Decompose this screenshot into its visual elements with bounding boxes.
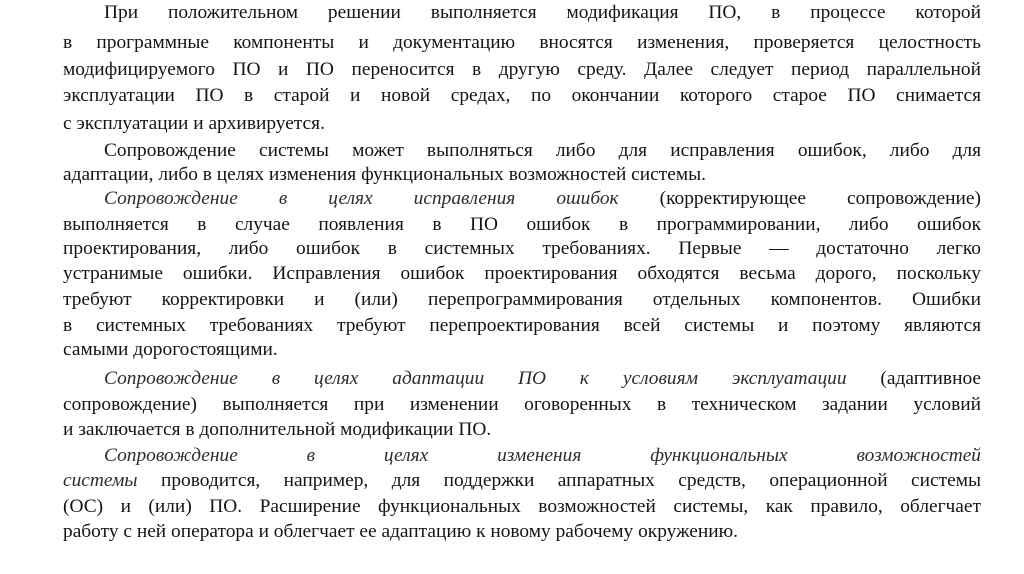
paragraph-5-line-4: работу с ней оператора и облегчает ее адаптацию к новому рабочему окружению. [63,521,738,542]
paragraph-1-line-1: При положительном решении выполняется модификация ПО, в процессе которой [104,2,981,23]
paragraph-5-line-1: Сопровождение в целях изменения функциональных возможностей [104,445,981,466]
paragraph-1-line-2: в программные компоненты и документацию вносятся изменения, проверяется целостность [63,32,981,53]
paragraph-4-line-1 [104,367,981,391]
paragraph-3-lead-rest: (корректирующее сопровождение) [618,188,981,209]
paragraph-4-line-2: сопровождение) выполняется при изменении оговоренных в техническом задании условий [63,394,981,415]
paragraph-1-line-5: с эксплуатации и архивируется. [63,113,325,134]
paragraph-4-line-3: и заключается в дополнительной модификации ПО. [63,419,492,440]
paragraph-1-line-3: модифицируемого ПО и ПО переносится в другую среду. Далее следует период параллельной [63,59,981,80]
paragraph-2-line-2: адаптации, либо в целях изменения функциональных возможностей системы. [63,164,706,185]
paragraph-4-italic-term: Сопровождение в целях адаптации ПО к условиям эксплуатации [104,368,847,389]
paragraph-5-italic-term: системы [63,470,138,491]
paragraph-5-line-2-rest: проводится, например, для поддержки аппаратных средств, операционной системы [137,470,981,491]
paragraph-3-line-5: требуют корректировки и (или) перепрограммирования отдельных компонентов. Ошибки [63,289,981,310]
paragraph-3-line-2: выполняется в случае появления в ПО ошибок в программировании, либо ошибок [63,214,981,235]
paragraph-2-line-1: Сопровождение системы может выполняться либо для исправления ошибок, либо для [104,140,981,161]
paragraph-3-line-4: устранимые ошибки. Исправления ошибок проектирования обходятся весьма дорого, поскольку [63,263,981,284]
paragraph-3-line-1 [104,187,981,211]
document-page [63,0,981,574]
paragraph-3-line-6: в системных требованиях требуют перепроектирования всей системы и поэтому являются [63,315,981,336]
paragraph-3-italic-term: Сопровождение в целях исправления ошибок [104,188,619,209]
paragraph-4-lead-rest: (адаптивное [846,368,981,389]
paragraph-3-line-3: проектирования, либо ошибок в системных требованиях. Первые — достаточно легко [63,238,981,259]
paragraph-5-line-2 [63,469,981,493]
paragraph-5-line-3: (ОС) и (или) ПО. Расширение функциональных возможностей системы, как правило, облегчает [63,496,981,517]
paragraph-1-line-4: эксплуатации ПО в старой и новой средах, по окончании которого старое ПО снимается [63,85,981,106]
paragraph-3-line-7: самыми дорогостоящими. [63,339,278,360]
